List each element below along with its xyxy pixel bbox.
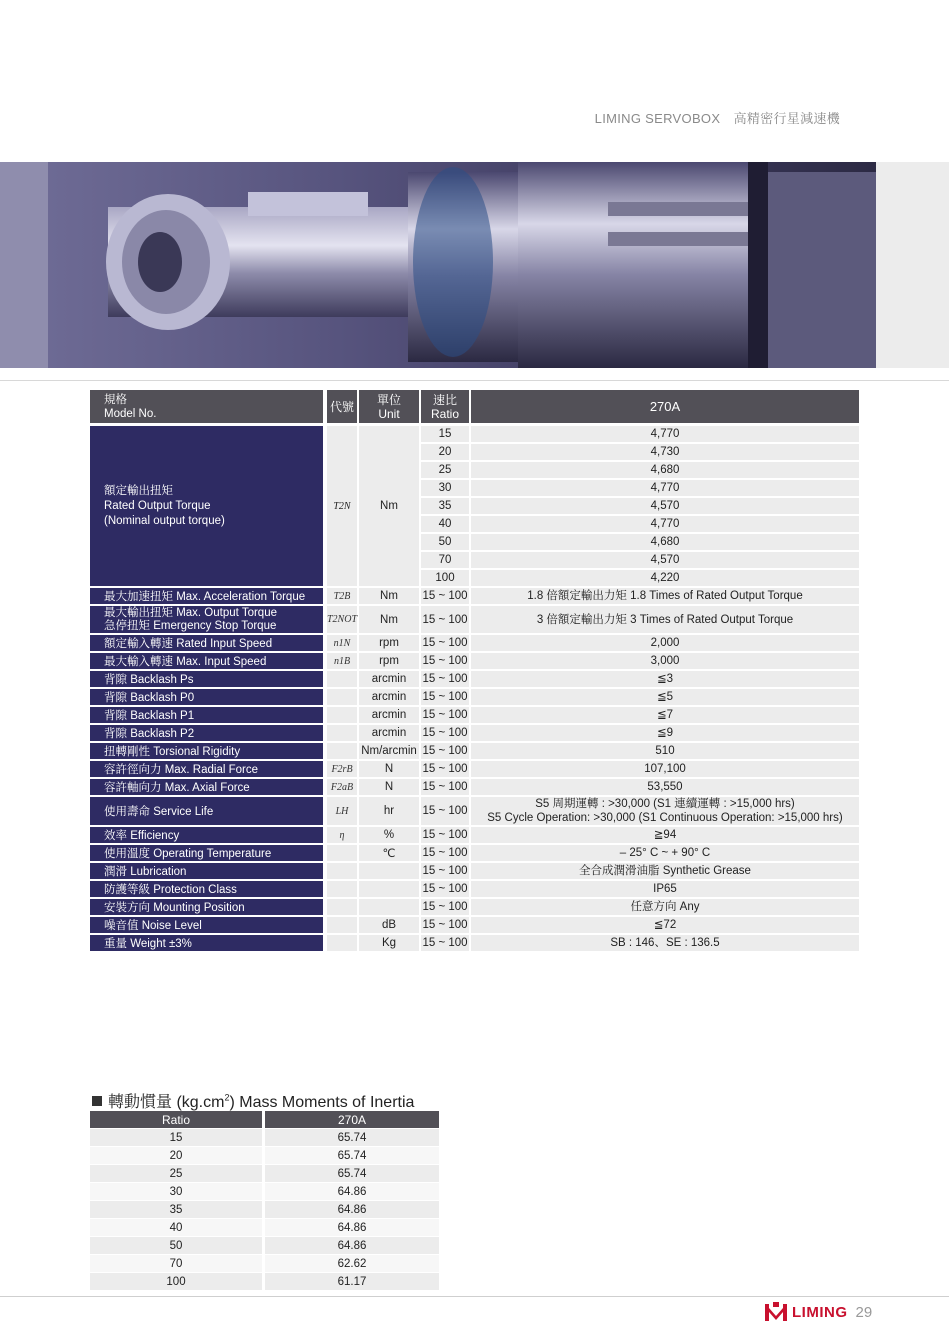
inertia-value-cell: 64.86	[265, 1237, 439, 1254]
rated-torque-row	[90, 444, 859, 460]
inertia-ratio-cell: 35	[90, 1201, 262, 1218]
inertia-header-ratio: Ratio	[90, 1111, 262, 1128]
symbol-cell: η	[327, 827, 357, 843]
ratio-cell: 15 ~ 100	[422, 709, 468, 721]
inertia-value-cell: 64.86	[265, 1219, 439, 1236]
ratio-cell: 35	[421, 498, 469, 514]
gearbox-shaft-photo	[48, 162, 876, 368]
inertia-title-sup: 2	[224, 1092, 230, 1103]
inertia-ratio-cell: 20	[90, 1147, 262, 1164]
symbol-cell: F2aB	[327, 779, 357, 795]
symbol-cell	[327, 689, 357, 705]
spec-row	[90, 917, 859, 933]
inertia-row	[90, 1183, 439, 1200]
unit-cell	[359, 881, 419, 897]
ratio-cell: 15 ~ 100	[422, 727, 468, 739]
gearbox-illustration	[48, 162, 876, 368]
symbol-cell	[327, 935, 357, 951]
value-cell: ≧94	[471, 827, 859, 843]
inertia-row	[90, 1255, 439, 1272]
value-cell: IP65	[471, 881, 859, 897]
ratio-cell: 15 ~ 100	[422, 763, 468, 775]
ratio-cell: 15 ~ 100	[422, 937, 468, 949]
inertia-value-cell: 64.86	[265, 1183, 439, 1200]
ratio-cell: 70	[421, 552, 469, 568]
ratio-cell: 30	[421, 480, 469, 496]
header-symbol	[327, 390, 357, 423]
ratio-cell: 40	[421, 516, 469, 532]
header-symbol-text: 代號	[329, 399, 354, 414]
spec-row	[90, 845, 859, 861]
unit-cell: Nm	[359, 606, 419, 633]
inertia-header-model: 270A	[265, 1111, 439, 1128]
inertia-value-cell: 65.74	[265, 1147, 439, 1164]
spec-label: 潤滑 Lubrication	[90, 863, 323, 879]
ratio-cell: 50	[421, 534, 469, 550]
spec-label: 重量 Weight ±3%	[90, 935, 323, 951]
symbol-cell	[327, 845, 357, 861]
value-cell: 1.8 倍額定輸出力矩 1.8 Times of Rated Output Torque	[471, 588, 859, 604]
rated-torque-row	[90, 570, 859, 586]
inertia-value-cell: 62.62	[265, 1255, 439, 1272]
symbol-cell: n1N	[327, 635, 357, 651]
value-cell: 4,570	[471, 498, 859, 514]
value-line1: S5 周期運轉 : >30,000 (S1 連續運轉 : >15,000 hrs)	[535, 798, 795, 810]
spec-label	[90, 606, 323, 633]
spec-label-line2: 急停扭矩 Emergency Stop Torque	[104, 619, 277, 632]
spec-row	[90, 779, 859, 795]
unit-cell: arcmin	[359, 725, 419, 741]
ratio-cell: 25	[421, 462, 469, 478]
inertia-header-row	[90, 1111, 439, 1128]
inertia-title	[92, 1089, 414, 1112]
rated-torque-unit: Nm	[359, 426, 419, 586]
spec-label: 額定輸入轉速 Rated Input Speed	[90, 635, 323, 651]
value-cell: 53,550	[471, 779, 859, 795]
spec-row	[90, 671, 859, 687]
unit-cell: ℃	[359, 845, 419, 861]
ratio-cell: 15 ~ 100	[422, 673, 468, 685]
ratio-cell: 15 ~ 100	[422, 919, 468, 931]
ratio-cell: 15 ~ 100	[422, 590, 468, 602]
spec-label: 背隙 Backlash P1	[90, 707, 323, 723]
header-ratio	[421, 390, 469, 423]
inertia-value-cell: 61.17	[265, 1273, 439, 1290]
value-cell: ≦72	[471, 917, 859, 933]
value-cell: 4,770	[471, 516, 859, 532]
inertia-row	[90, 1219, 439, 1236]
rated-torque-zh: 額定輸出扭矩	[104, 484, 173, 497]
header-unit-en: Unit	[378, 406, 400, 421]
page-number: 29	[855, 1303, 873, 1321]
ratio-cell: 15 ~ 100	[422, 829, 468, 841]
ratio-cell: 15 ~ 100	[422, 745, 468, 757]
value-cell: 任意方向 Any	[471, 899, 859, 915]
ratio-cell: 15 ~ 100	[421, 797, 469, 825]
unit-cell: dB	[359, 917, 419, 933]
value-cell: 2,000	[471, 635, 859, 651]
symbol-cell	[327, 881, 357, 897]
spec-row	[90, 707, 859, 723]
unit-cell: Nm	[359, 588, 419, 604]
rated-torque-row	[90, 426, 859, 442]
ratio-cell: 15 ~ 100	[422, 883, 468, 895]
inertia-title-prefix: 轉動慣量 (kg.cm	[108, 1094, 225, 1111]
unit-cell: arcmin	[359, 707, 419, 723]
spec-row	[90, 689, 859, 705]
value-cell: 4,770	[471, 480, 859, 496]
value-cell: 全合成潤滑油脂 Synthetic Grease	[471, 863, 859, 879]
ratio-cell: 15 ~ 100	[422, 691, 468, 703]
inertia-value-cell: 65.74	[265, 1129, 439, 1146]
unit-cell: hr	[359, 797, 419, 825]
spec-label: 防護等級 Protection Class	[90, 881, 323, 897]
header-ratio-zh: 速比	[432, 392, 457, 407]
ratio-cell: 15	[421, 426, 469, 442]
unit-cell: Nm/arcmin	[359, 743, 419, 759]
symbol-cell: n1B	[327, 653, 357, 669]
rated-torque-row	[90, 552, 859, 568]
symbol-cell	[327, 863, 357, 879]
ratio-cell: 15 ~ 100	[422, 781, 468, 793]
rated-torque-en: Rated Output Torque	[104, 499, 211, 512]
symbol-cell: LH	[327, 797, 357, 825]
spec-label: 最大加速扭矩 Max. Acceleration Torque	[90, 588, 323, 604]
ratio-cell: 20	[421, 444, 469, 460]
spec-table-header	[90, 390, 859, 423]
spec-row	[90, 935, 859, 951]
header-model-value: 270A	[471, 390, 859, 423]
unit-cell: arcmin	[359, 671, 419, 687]
spec-row	[90, 588, 859, 604]
rated-torque-row	[90, 480, 859, 496]
spec-label: 安裝方向 Mounting Position	[90, 899, 323, 915]
inertia-ratio-cell: 100	[90, 1273, 262, 1290]
spec-label: 使用溫度 Operating Temperature	[90, 845, 323, 861]
spec-label: 使用壽命 Service Life	[90, 797, 323, 825]
liming-logo-icon	[764, 1302, 788, 1322]
symbol-cell	[327, 671, 357, 687]
spec-label: 最大輸入轉速 Max. Input Speed	[90, 653, 323, 669]
spec-row	[90, 725, 859, 741]
spec-label: 容許徑向力 Max. Radial Force	[90, 761, 323, 777]
unit-cell	[359, 863, 419, 879]
rated-torque-row	[90, 462, 859, 478]
unit-cell: N	[359, 761, 419, 777]
spec-label: 噪音值 Noise Level	[90, 917, 323, 933]
header-model-en: Model No.	[104, 407, 157, 420]
symbol-cell	[327, 707, 357, 723]
spec-row	[90, 761, 859, 777]
value-cell: ≦3	[471, 671, 859, 687]
spec-label-line1: 最大輸出扭矩 Max. Output Torque	[104, 606, 277, 619]
value-cell: 510	[471, 743, 859, 759]
section-divider	[0, 380, 949, 381]
inertia-row	[90, 1129, 439, 1146]
symbol-cell	[327, 899, 357, 915]
rated-torque-row	[90, 534, 859, 550]
symbol-cell: F2rB	[327, 761, 357, 777]
value-cell: – 25° C ~ + 90° C	[471, 845, 859, 861]
spec-row	[90, 863, 859, 879]
inertia-ratio-cell: 40	[90, 1219, 262, 1236]
inertia-ratio-cell: 50	[90, 1237, 262, 1254]
footer-divider	[0, 1296, 949, 1297]
symbol-cell	[327, 917, 357, 933]
ratio-cell: 15 ~ 100	[422, 865, 468, 877]
inertia-ratio-cell: 70	[90, 1255, 262, 1272]
symbol-cell: T2B	[327, 588, 357, 604]
spec-row	[90, 606, 859, 633]
unit-cell: arcmin	[359, 689, 419, 705]
value-cell: 4,680	[471, 462, 859, 478]
header-unit-zh: 單位	[376, 392, 401, 407]
spec-label: 背隙 Backlash P0	[90, 689, 323, 705]
unit-cell: rpm	[359, 635, 419, 651]
spec-label: 背隙 Backlash Ps	[90, 671, 323, 687]
unit-cell	[359, 899, 419, 915]
spec-row	[90, 881, 859, 897]
inertia-row	[90, 1237, 439, 1254]
bullet-square-icon	[92, 1096, 102, 1106]
ratio-cell: 15 ~ 100	[422, 847, 468, 859]
inertia-row	[90, 1165, 439, 1182]
banner-left-band	[0, 162, 48, 368]
spec-row	[90, 635, 859, 651]
inertia-value-cell: 64.86	[265, 1201, 439, 1218]
spec-label: 效率 Efficiency	[90, 827, 323, 843]
spec-label: 背隙 Backlash P2	[90, 725, 323, 741]
spec-row	[90, 797, 859, 825]
header-ratio-en: Ratio	[430, 406, 459, 421]
value-cell: 4,220	[471, 570, 859, 586]
rated-torque-row	[90, 498, 859, 514]
spec-row	[90, 827, 859, 843]
value-cell: SB : 146、SE : 136.5	[471, 935, 859, 951]
ratio-cell: 15 ~ 100	[421, 606, 469, 633]
inertia-title-suffix: ) Mass Moments of Inertia	[229, 1094, 415, 1111]
symbol-cell	[327, 725, 357, 741]
value-cell: 4,730	[471, 444, 859, 460]
unit-cell: N	[359, 779, 419, 795]
value-cell: 4,680	[471, 534, 859, 550]
value-cell	[471, 797, 859, 825]
rated-torque-en2: (Nominal output torque)	[104, 514, 225, 527]
footer-logo	[764, 1302, 872, 1322]
footer-brand: LIMING	[792, 1303, 848, 1321]
header-model	[90, 390, 323, 423]
symbol-cell: T2NOT	[327, 606, 357, 633]
inertia-ratio-cell: 30	[90, 1183, 262, 1200]
ratio-cell: 15 ~ 100	[422, 901, 468, 913]
value-cell: 3,000	[471, 653, 859, 669]
banner-right-band	[876, 162, 949, 368]
inertia-ratio-cell: 15	[90, 1129, 262, 1146]
inertia-row	[90, 1147, 439, 1164]
spec-label: 扭轉剛性 Torsional Rigidity	[90, 743, 323, 759]
inertia-row	[90, 1201, 439, 1218]
unit-cell: %	[359, 827, 419, 843]
symbol-cell	[327, 743, 357, 759]
inertia-row	[90, 1273, 439, 1290]
rated-torque-symbol: T2N	[327, 426, 357, 586]
value-cell: 4,570	[471, 552, 859, 568]
value-cell: 4,770	[471, 426, 859, 442]
spec-row	[90, 653, 859, 669]
value-cell: ≦9	[471, 725, 859, 741]
value-cell: ≦7	[471, 707, 859, 723]
value-cell: 3 倍額定輸出力矩 3 Times of Rated Output Torque	[471, 606, 859, 633]
product-banner	[0, 162, 949, 368]
ratio-cell: 15 ~ 100	[422, 655, 468, 667]
ratio-cell: 100	[421, 570, 469, 586]
unit-cell: Kg	[359, 935, 419, 951]
ratio-cell: 15 ~ 100	[422, 637, 468, 649]
value-cell: 107,100	[471, 761, 859, 777]
header-model-zh: 規格	[104, 393, 127, 406]
header-unit	[359, 390, 419, 423]
header-brand: LIMING SERVOBOX 高精密行星減速機	[594, 111, 840, 126]
spec-row	[90, 743, 859, 759]
unit-cell: rpm	[359, 653, 419, 669]
inertia-ratio-cell: 25	[90, 1165, 262, 1182]
inertia-value-cell: 65.74	[265, 1165, 439, 1182]
spec-label: 容許軸向力 Max. Axial Force	[90, 779, 323, 795]
value-line2: S5 Cycle Operation: >30,000 (S1 Continuous Operation: >15,000 hrs)	[487, 812, 843, 824]
rated-torque-row	[90, 516, 859, 532]
value-cell: ≦5	[471, 689, 859, 705]
spec-row	[90, 899, 859, 915]
